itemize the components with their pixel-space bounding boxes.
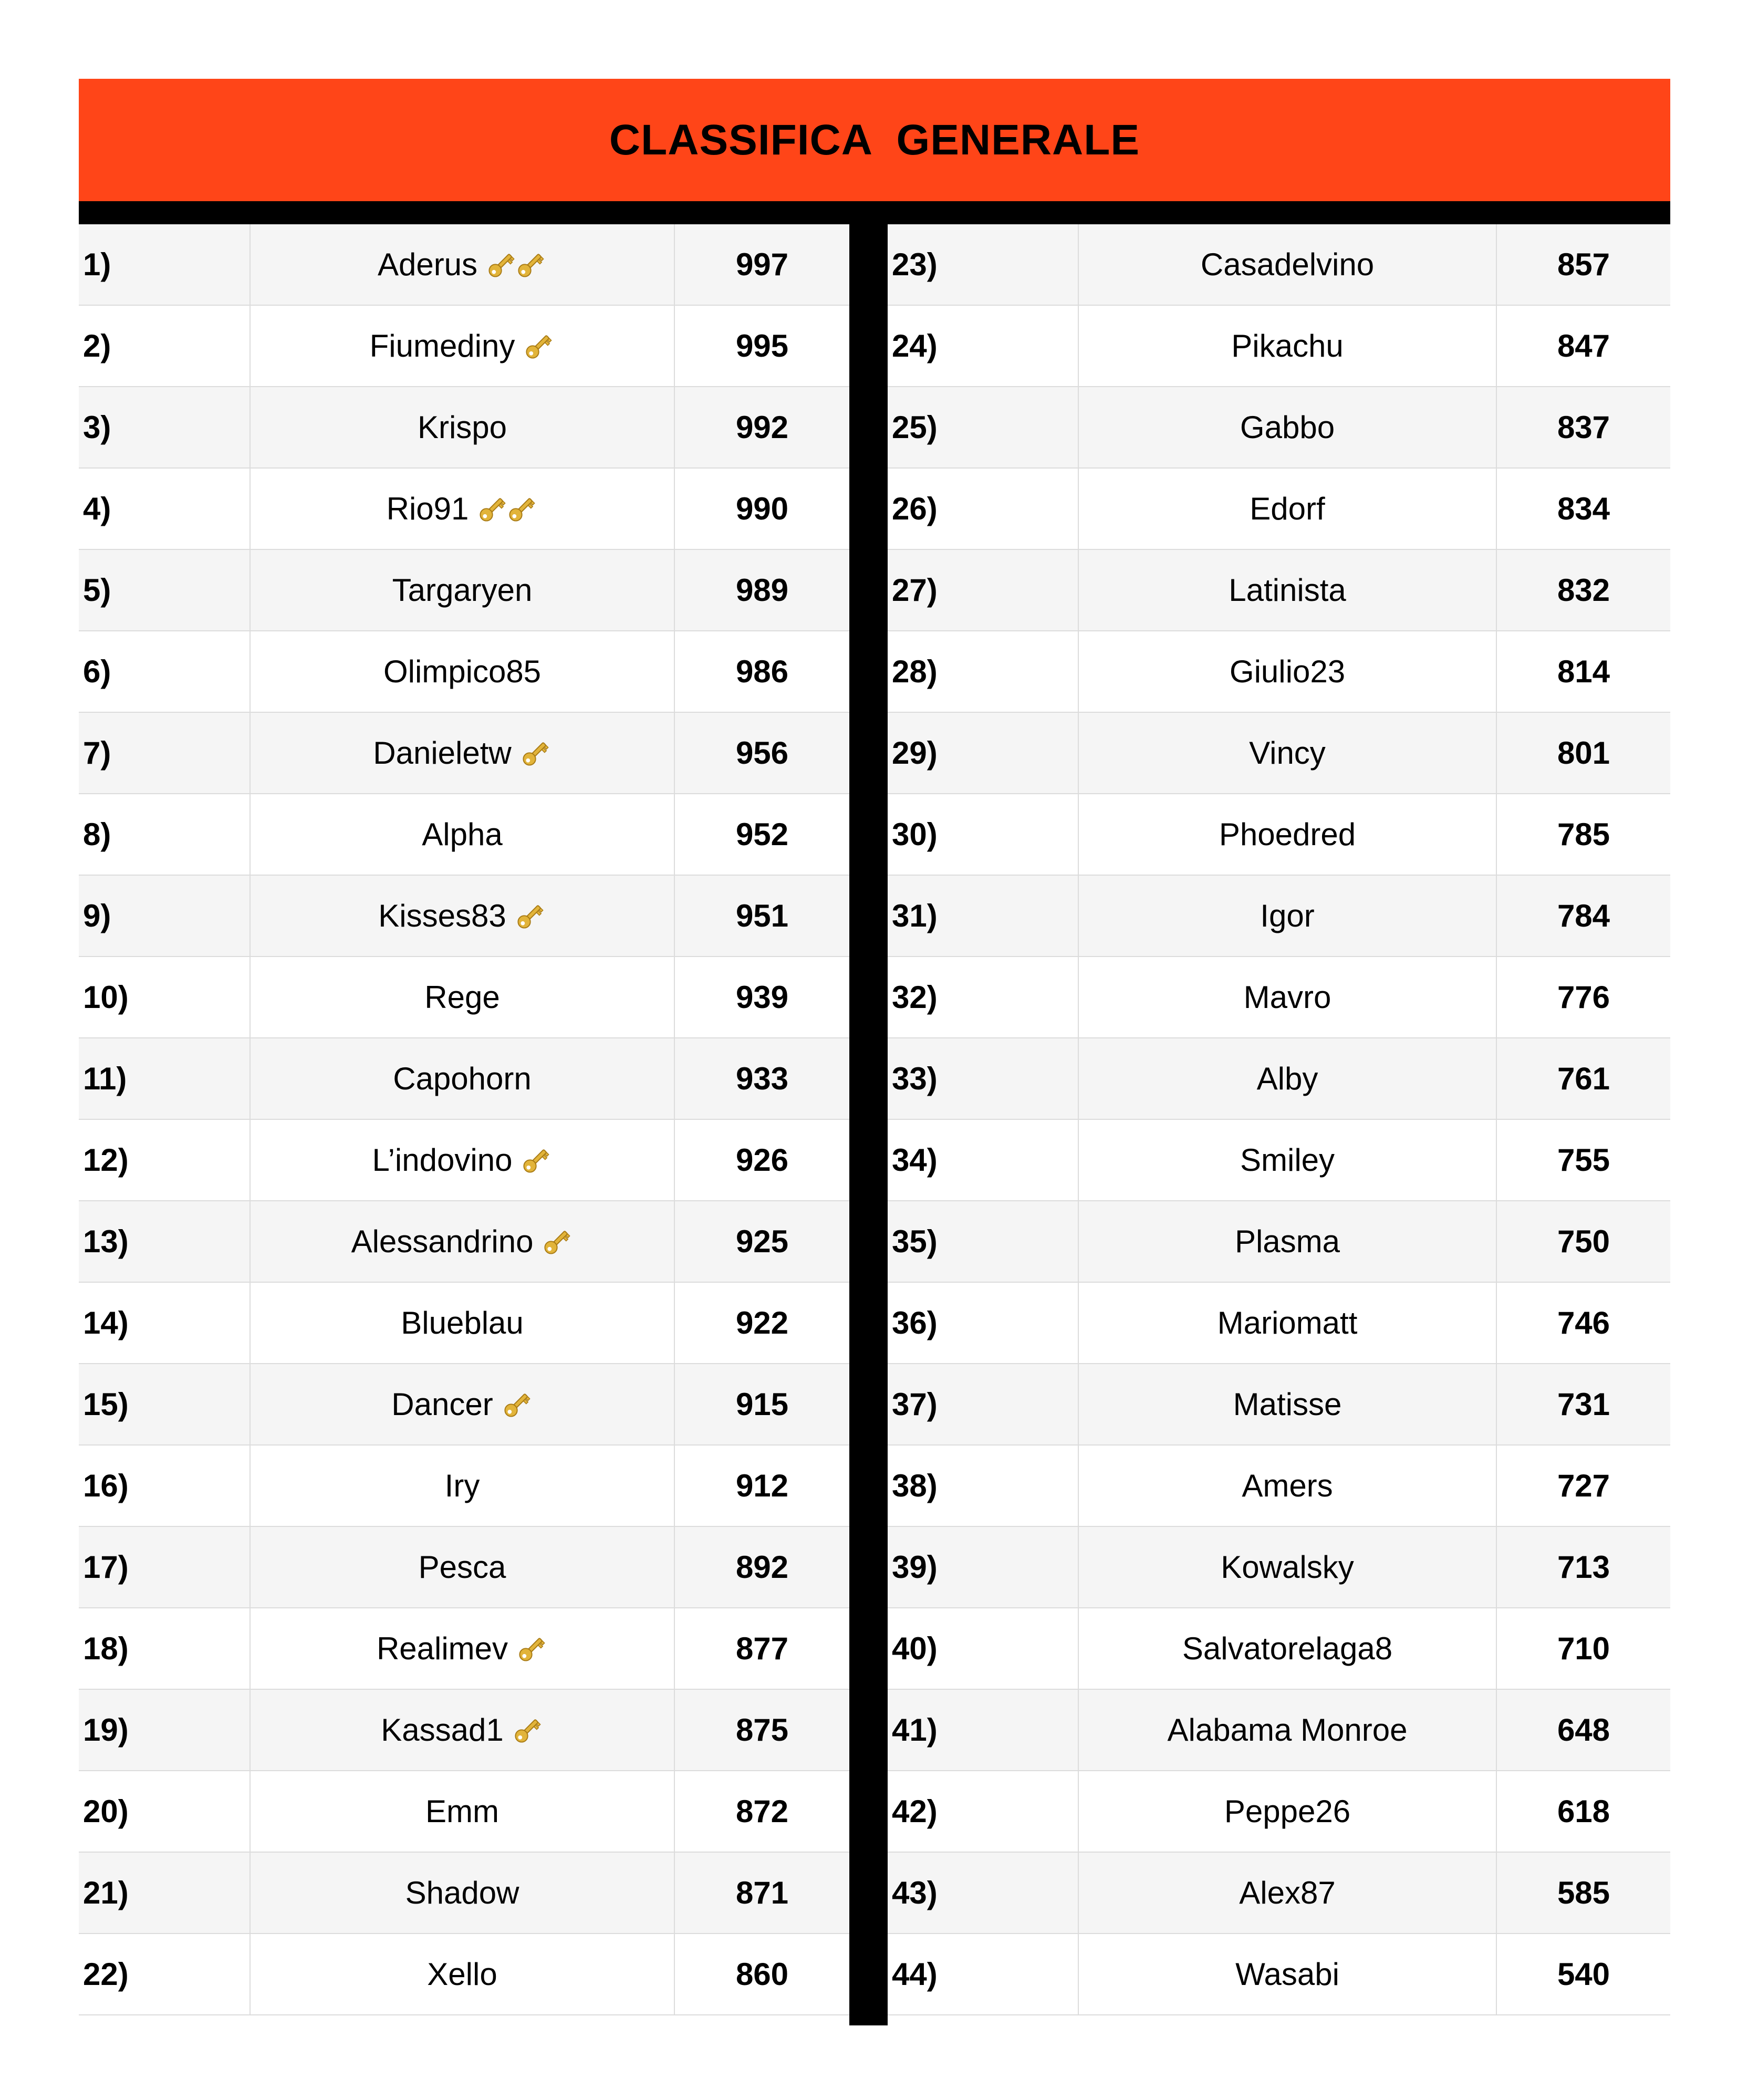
table-row bbox=[888, 713, 1670, 794]
key-badges bbox=[511, 1714, 544, 1746]
player-name-cell bbox=[251, 1364, 675, 1444]
rank-cell: 43) bbox=[888, 1853, 1079, 1933]
player-name-cell bbox=[1079, 1201, 1497, 1282]
table-row bbox=[79, 1283, 849, 1364]
score-cell: 989 bbox=[735, 573, 789, 608]
score-cell: 872 bbox=[735, 1794, 789, 1829]
score-cell: 926 bbox=[735, 1142, 789, 1178]
key-badges bbox=[515, 1633, 548, 1665]
score-cell: 755 bbox=[1557, 1142, 1610, 1178]
key-badges bbox=[519, 737, 552, 770]
table-row bbox=[888, 1771, 1670, 1853]
player-name: Kowalsky bbox=[1221, 1550, 1354, 1585]
rank-cell: 16) bbox=[79, 1446, 251, 1526]
table-row bbox=[888, 1608, 1670, 1690]
player-name: Krispo bbox=[417, 410, 507, 445]
rank-cell: 39) bbox=[888, 1527, 1079, 1607]
table-row bbox=[888, 306, 1670, 387]
score-cell: 776 bbox=[1557, 980, 1610, 1015]
table-row bbox=[888, 876, 1670, 957]
table-row bbox=[888, 794, 1670, 876]
player-name-cell bbox=[251, 1853, 675, 1933]
player-name-cell bbox=[1079, 387, 1497, 467]
player-name-cell bbox=[1079, 469, 1497, 549]
score-cell: 832 bbox=[1557, 573, 1610, 608]
player-name: Alex87 bbox=[1239, 1875, 1336, 1910]
score-cell: 871 bbox=[735, 1875, 789, 1910]
score-cell: 915 bbox=[735, 1387, 789, 1422]
key-icon bbox=[476, 493, 508, 525]
key-icon bbox=[501, 1388, 533, 1421]
player-name-cell bbox=[251, 1120, 675, 1200]
table-row bbox=[79, 957, 849, 1038]
score-cell: 814 bbox=[1557, 654, 1610, 689]
player-name-cell bbox=[1079, 224, 1497, 305]
score-cell: 834 bbox=[1557, 491, 1610, 526]
rank-cell: 22) bbox=[79, 1934, 251, 2014]
table-row bbox=[888, 387, 1670, 469]
player-name-cell bbox=[251, 1038, 675, 1119]
ranking-column-right bbox=[888, 224, 1670, 2015]
score-cell: 956 bbox=[735, 735, 789, 771]
table-row bbox=[888, 469, 1670, 550]
player-name: Peppe26 bbox=[1224, 1794, 1351, 1829]
player-name: Smiley bbox=[1240, 1142, 1335, 1178]
score-cell: 992 bbox=[735, 410, 789, 445]
player-name: Capohorn bbox=[393, 1061, 532, 1096]
table-row bbox=[79, 1120, 849, 1201]
rank-cell: 30) bbox=[888, 794, 1079, 875]
player-name: Igor bbox=[1260, 898, 1315, 933]
player-name-cell bbox=[251, 876, 675, 956]
table-row bbox=[79, 1934, 849, 2015]
player-name: Dancer bbox=[391, 1387, 493, 1422]
player-name: Mavro bbox=[1243, 980, 1331, 1015]
score-cell: 933 bbox=[735, 1061, 789, 1096]
rank-cell: 3) bbox=[79, 387, 251, 467]
score-cell: 912 bbox=[735, 1468, 789, 1503]
rank-cell: 40) bbox=[888, 1608, 1079, 1689]
player-name-cell bbox=[1079, 957, 1497, 1037]
rank-cell: 5) bbox=[79, 550, 251, 630]
rank-cell: 12) bbox=[79, 1120, 251, 1200]
player-name-cell bbox=[251, 1934, 675, 2014]
rank-cell: 23) bbox=[888, 224, 1079, 305]
player-name-cell bbox=[251, 1201, 675, 1282]
score-cell: 875 bbox=[735, 1712, 789, 1748]
player-name-cell bbox=[1079, 1608, 1497, 1689]
player-name-cell bbox=[1079, 1446, 1497, 1526]
player-name-cell bbox=[251, 224, 675, 305]
player-name: Plasma bbox=[1234, 1224, 1340, 1259]
rank-cell: 41) bbox=[888, 1690, 1079, 1770]
rank-cell: 35) bbox=[888, 1201, 1079, 1282]
key-icon bbox=[522, 330, 555, 362]
key-icon bbox=[505, 493, 538, 525]
score-cell: 990 bbox=[735, 491, 789, 526]
player-name: Alby bbox=[1256, 1061, 1318, 1096]
player-name-cell bbox=[1079, 306, 1497, 386]
player-name-cell bbox=[251, 550, 675, 630]
table-row bbox=[79, 1608, 849, 1690]
key-badges bbox=[522, 330, 555, 362]
column-divider bbox=[849, 224, 888, 2025]
rank-cell: 34) bbox=[888, 1120, 1079, 1200]
header-divider bbox=[79, 201, 1670, 224]
table-row bbox=[79, 1771, 849, 1853]
player-name-cell bbox=[251, 1608, 675, 1689]
key-icon bbox=[511, 1714, 544, 1746]
rank-cell: 31) bbox=[888, 876, 1079, 956]
player-name-cell bbox=[1079, 1527, 1497, 1607]
player-name: Rege bbox=[424, 980, 500, 1015]
player-name-cell bbox=[1079, 876, 1497, 956]
rank-cell: 29) bbox=[888, 713, 1079, 793]
rank-cell: 26) bbox=[888, 469, 1079, 549]
score-cell: 952 bbox=[735, 817, 789, 852]
rank-cell: 13) bbox=[79, 1201, 251, 1282]
key-icon bbox=[485, 248, 517, 281]
key-badges bbox=[514, 900, 546, 932]
player-name: Mariomatt bbox=[1217, 1305, 1358, 1340]
player-name-cell bbox=[251, 1527, 675, 1607]
player-name: Fiumediny bbox=[369, 328, 515, 363]
key-icon bbox=[514, 248, 547, 281]
player-name-cell bbox=[1079, 1120, 1497, 1200]
player-name: Pikachu bbox=[1231, 328, 1344, 363]
rank-cell: 1) bbox=[79, 224, 251, 305]
table-row bbox=[79, 1853, 849, 1934]
player-name-cell bbox=[251, 306, 675, 386]
player-name-cell bbox=[1079, 1283, 1497, 1363]
key-icon bbox=[540, 1225, 573, 1258]
table-row bbox=[79, 1527, 849, 1608]
key-icon bbox=[514, 900, 546, 932]
table-row bbox=[79, 1446, 849, 1527]
table-row bbox=[888, 1364, 1670, 1446]
player-name: Giulio23 bbox=[1229, 654, 1346, 689]
player-name-cell bbox=[251, 1771, 675, 1852]
rank-cell: 37) bbox=[888, 1364, 1079, 1444]
key-badges bbox=[519, 1144, 552, 1177]
table-row bbox=[888, 1446, 1670, 1527]
score-cell: 618 bbox=[1557, 1794, 1610, 1829]
table-row bbox=[888, 1690, 1670, 1771]
rank-cell: 25) bbox=[888, 387, 1079, 467]
player-name: Realimev bbox=[376, 1631, 508, 1666]
key-badges bbox=[485, 248, 547, 281]
rank-cell: 36) bbox=[888, 1283, 1079, 1363]
score-cell: 713 bbox=[1557, 1550, 1610, 1585]
table-row bbox=[79, 387, 849, 469]
score-cell: 857 bbox=[1557, 247, 1610, 282]
player-name-cell bbox=[1079, 1038, 1497, 1119]
rank-cell: 28) bbox=[888, 631, 1079, 712]
player-name-cell bbox=[251, 713, 675, 793]
rank-cell: 18) bbox=[79, 1608, 251, 1689]
table-row bbox=[79, 550, 849, 631]
rank-cell: 10) bbox=[79, 957, 251, 1037]
table-row bbox=[888, 224, 1670, 306]
player-name-cell bbox=[1079, 1690, 1497, 1770]
rank-cell: 6) bbox=[79, 631, 251, 712]
player-name-cell bbox=[251, 794, 675, 875]
key-icon bbox=[515, 1633, 548, 1665]
player-name: Matisse bbox=[1233, 1387, 1342, 1422]
table-row bbox=[79, 1201, 849, 1283]
score-cell: 837 bbox=[1557, 410, 1610, 445]
player-name: Pesca bbox=[418, 1550, 506, 1585]
score-cell: 746 bbox=[1557, 1305, 1610, 1340]
player-name: Alessandrino bbox=[351, 1224, 534, 1259]
rank-cell: 27) bbox=[888, 550, 1079, 630]
table-row bbox=[888, 1120, 1670, 1201]
player-name-cell bbox=[251, 1446, 675, 1526]
player-name: Amers bbox=[1242, 1468, 1333, 1503]
score-cell: 785 bbox=[1557, 817, 1610, 852]
player-name-cell bbox=[1079, 1853, 1497, 1933]
player-name: Gabbo bbox=[1240, 410, 1335, 445]
player-name: Shadow bbox=[405, 1875, 519, 1910]
rank-cell: 15) bbox=[79, 1364, 251, 1444]
score-cell: 877 bbox=[735, 1631, 789, 1666]
player-name: Latinista bbox=[1229, 573, 1346, 608]
score-cell: 540 bbox=[1557, 1957, 1610, 1992]
player-name-cell bbox=[1079, 1364, 1497, 1444]
table-row bbox=[79, 631, 849, 713]
player-name: Kassad1 bbox=[381, 1712, 504, 1748]
player-name-cell bbox=[1079, 550, 1497, 630]
player-name: Danieletw bbox=[373, 735, 512, 771]
rank-cell: 20) bbox=[79, 1771, 251, 1852]
score-cell: 925 bbox=[735, 1224, 789, 1259]
table-row bbox=[888, 1527, 1670, 1608]
player-name: Alpha bbox=[422, 817, 503, 852]
table-row bbox=[79, 306, 849, 387]
table-row bbox=[79, 876, 849, 957]
player-name: Alabama Monroe bbox=[1167, 1712, 1408, 1748]
score-cell: 997 bbox=[735, 247, 789, 282]
player-name-cell bbox=[1079, 794, 1497, 875]
player-name-cell bbox=[1079, 1934, 1497, 2014]
rank-cell: 2) bbox=[79, 306, 251, 386]
rank-cell: 9) bbox=[79, 876, 251, 956]
score-cell: 784 bbox=[1557, 898, 1610, 933]
player-name: Casadelvino bbox=[1200, 247, 1375, 282]
score-cell: 939 bbox=[735, 980, 789, 1015]
player-name-cell bbox=[251, 469, 675, 549]
table-row bbox=[79, 1690, 849, 1771]
rank-cell: 19) bbox=[79, 1690, 251, 1770]
score-cell: 761 bbox=[1557, 1061, 1610, 1096]
rank-cell: 24) bbox=[888, 306, 1079, 386]
key-icon bbox=[519, 1144, 552, 1177]
table-row bbox=[79, 794, 849, 876]
score-cell: 860 bbox=[735, 1957, 789, 1992]
player-name-cell bbox=[251, 957, 675, 1037]
score-cell: 847 bbox=[1557, 328, 1610, 363]
table-row bbox=[888, 550, 1670, 631]
player-name-cell bbox=[1079, 1771, 1497, 1852]
title-banner bbox=[79, 79, 1670, 201]
score-cell: 922 bbox=[735, 1305, 789, 1340]
player-name: Iry bbox=[444, 1468, 480, 1503]
rank-cell: 42) bbox=[888, 1771, 1079, 1852]
player-name: Blueblau bbox=[401, 1305, 524, 1340]
rank-cell: 38) bbox=[888, 1446, 1079, 1526]
player-name: Rio91 bbox=[386, 491, 469, 526]
table-row bbox=[79, 1038, 849, 1120]
score-cell: 892 bbox=[735, 1550, 789, 1585]
player-name: Xello bbox=[427, 1957, 497, 1992]
player-name-cell bbox=[1079, 713, 1497, 793]
player-name: L’indovino bbox=[372, 1142, 513, 1178]
player-name: Wasabi bbox=[1235, 1957, 1339, 1992]
rank-cell: 4) bbox=[79, 469, 251, 549]
table-row bbox=[888, 631, 1670, 713]
player-name-cell bbox=[251, 387, 675, 467]
player-name: Kisses83 bbox=[378, 898, 506, 933]
rank-cell: 32) bbox=[888, 957, 1079, 1037]
player-name-cell bbox=[251, 631, 675, 712]
player-name: Phoedred bbox=[1219, 817, 1356, 852]
score-cell: 986 bbox=[735, 654, 789, 689]
score-cell: 750 bbox=[1557, 1224, 1610, 1259]
score-cell: 801 bbox=[1557, 735, 1610, 771]
score-cell: 731 bbox=[1557, 1387, 1610, 1422]
key-badges bbox=[540, 1225, 573, 1258]
table-row bbox=[79, 469, 849, 550]
score-cell: 585 bbox=[1557, 1875, 1610, 1910]
table-row bbox=[79, 1364, 849, 1446]
table-row bbox=[79, 224, 849, 306]
rank-cell: 44) bbox=[888, 1934, 1079, 2014]
player-name: Edorf bbox=[1250, 491, 1325, 526]
rank-cell: 8) bbox=[79, 794, 251, 875]
table-row bbox=[888, 1934, 1670, 2015]
table-row bbox=[79, 713, 849, 794]
rank-cell: 11) bbox=[79, 1038, 251, 1119]
rank-cell: 21) bbox=[79, 1853, 251, 1933]
player-name: Emm bbox=[425, 1794, 499, 1829]
player-name: Targaryen bbox=[392, 573, 533, 608]
score-cell: 951 bbox=[735, 898, 789, 933]
score-cell: 648 bbox=[1557, 1712, 1610, 1748]
table-row bbox=[888, 1853, 1670, 1934]
table-row bbox=[888, 1038, 1670, 1120]
score-cell: 727 bbox=[1557, 1468, 1610, 1503]
score-cell: 995 bbox=[735, 328, 789, 363]
ranking-column-left bbox=[79, 224, 849, 2015]
player-name-cell bbox=[251, 1690, 675, 1770]
score-cell: 710 bbox=[1557, 1631, 1610, 1666]
key-badges bbox=[501, 1388, 533, 1421]
rank-cell: 33) bbox=[888, 1038, 1079, 1119]
page-title: CLASSIFICA GENERALE bbox=[609, 116, 1140, 164]
player-name-cell bbox=[1079, 631, 1497, 712]
player-name: Aderus bbox=[377, 247, 478, 282]
player-name: Salvatorelaga8 bbox=[1182, 1631, 1393, 1666]
key-icon bbox=[519, 737, 552, 770]
rank-cell: 17) bbox=[79, 1527, 251, 1607]
table-row bbox=[888, 1201, 1670, 1283]
key-badges bbox=[476, 493, 538, 525]
table-row bbox=[888, 957, 1670, 1038]
rank-cell: 14) bbox=[79, 1283, 251, 1363]
rank-cell: 7) bbox=[79, 713, 251, 793]
player-name: Vincy bbox=[1249, 735, 1326, 771]
player-name: Olimpico85 bbox=[383, 654, 542, 689]
table-row bbox=[888, 1283, 1670, 1364]
player-name-cell bbox=[251, 1283, 675, 1363]
